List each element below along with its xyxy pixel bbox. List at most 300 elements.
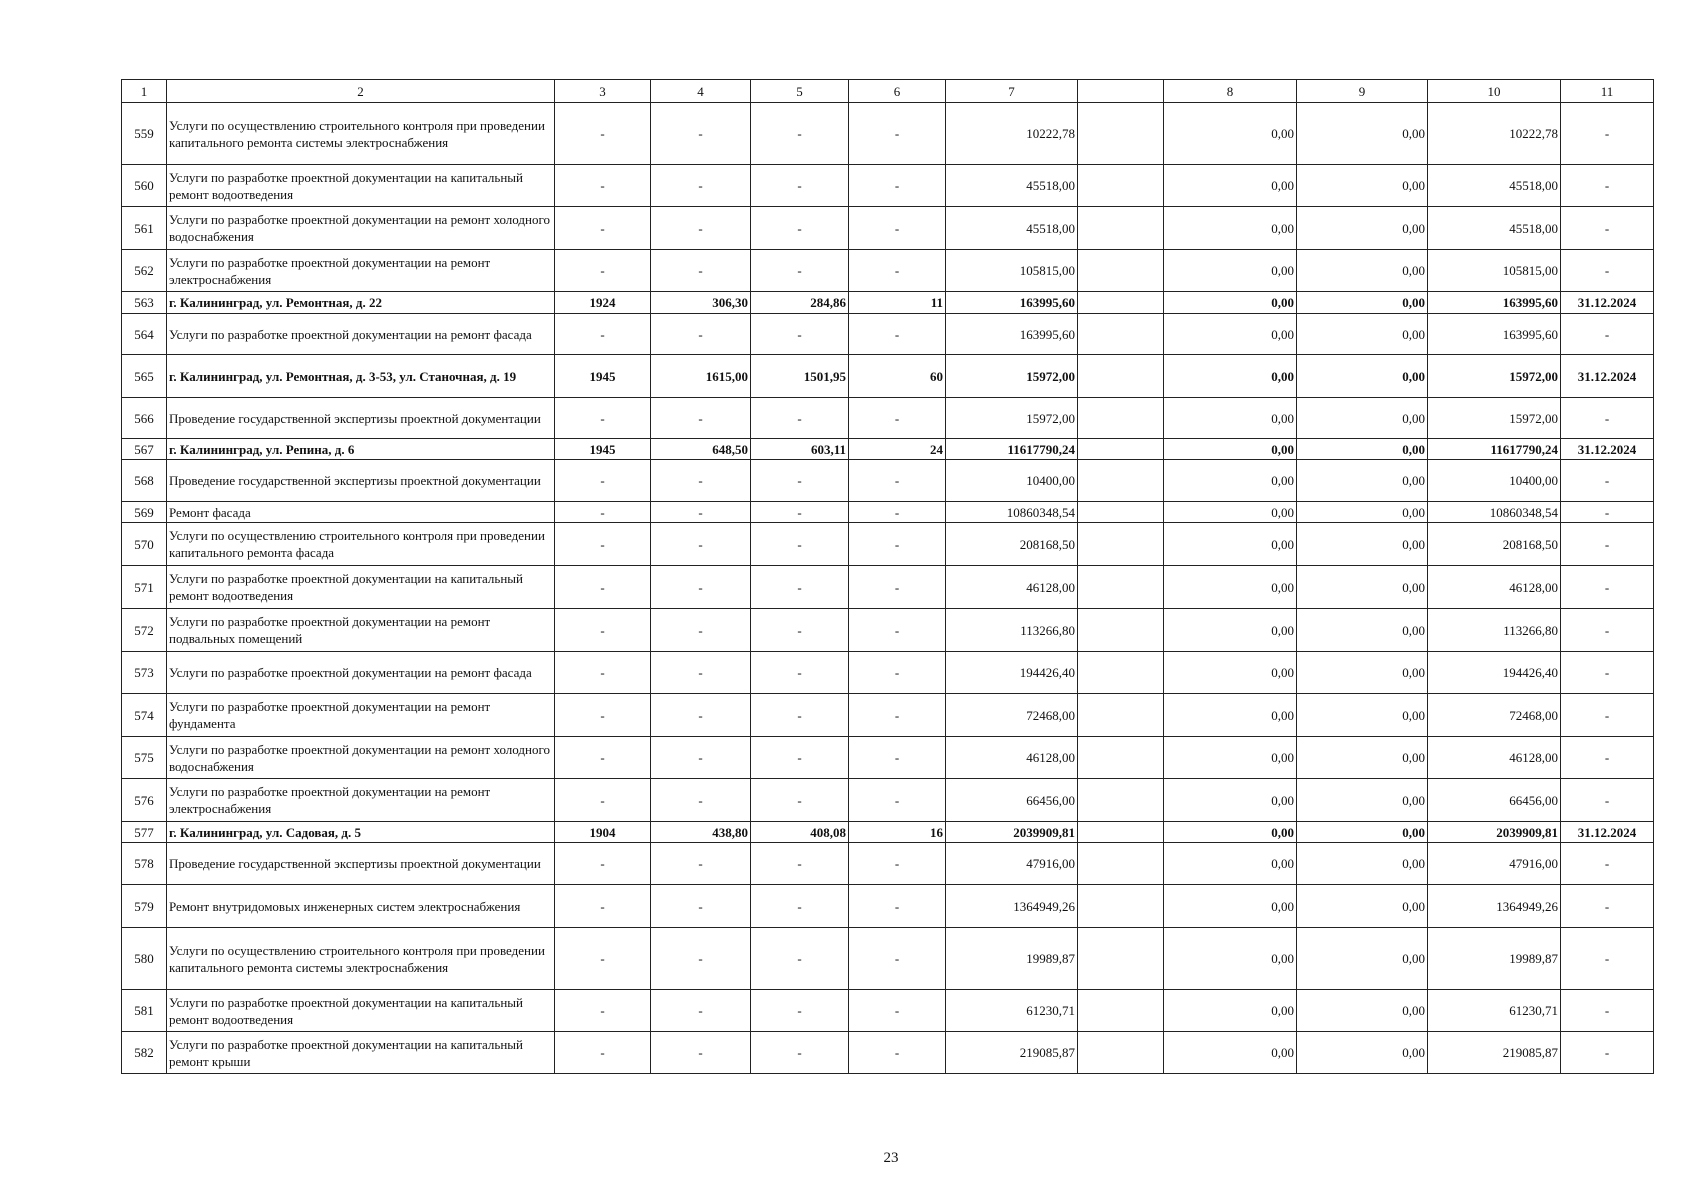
deadline-cell: - [1561,843,1654,885]
living-area-cell: - [751,502,849,523]
table-row [122,439,1654,460]
total-cost-cell: 163995,60 [946,292,1078,314]
build-year-cell: - [555,314,651,355]
row-name-cell: Проведение государственной экспертизы проектной документации [167,843,555,885]
residents-count-cell: - [849,928,946,990]
living-area-cell: - [751,843,849,885]
fund-cost-cell: 0,00 [1164,885,1297,928]
table-row [122,250,1654,292]
living-area-cell: 408,08 [751,822,849,843]
empty-cell [1078,103,1164,165]
deadline-cell: - [1561,1032,1654,1074]
register-body [122,103,1654,1074]
budget-cost-cell: 0,00 [1297,439,1428,460]
budget-cost-cell: 0,00 [1297,652,1428,694]
row-name-cell: Проведение государственной экспертизы проектной документации [167,398,555,439]
total-area-cell: - [651,990,751,1032]
fund-cost-cell: 0,00 [1164,460,1297,502]
row-number-cell: 576 [122,779,167,822]
living-area-cell: - [751,1032,849,1074]
deadline-cell: - [1561,398,1654,439]
total-area-cell: - [651,103,751,165]
budget-cost-cell: 0,00 [1297,207,1428,250]
living-area-cell: - [751,885,849,928]
fund-cost-cell: 0,00 [1164,928,1297,990]
deadline-cell: - [1561,502,1654,523]
table-row [122,779,1654,822]
table-row [122,566,1654,609]
empty-cell [1078,885,1164,928]
residents-count-cell: - [849,314,946,355]
living-area-cell: 284,86 [751,292,849,314]
column-header: 2 [167,80,555,103]
table-row [122,1032,1654,1074]
owner-cost-cell: 11617790,24 [1428,439,1561,460]
build-year-cell: - [555,566,651,609]
row-name-cell: Ремонт фасада [167,502,555,523]
build-year-cell: - [555,1032,651,1074]
deadline-cell: - [1561,314,1654,355]
residents-count-cell: - [849,566,946,609]
fund-cost-cell: 0,00 [1164,843,1297,885]
owner-cost-cell: 19989,87 [1428,928,1561,990]
page-number: 23 [883,1150,899,1166]
total-area-cell: - [651,566,751,609]
fund-cost-cell: 0,00 [1164,355,1297,398]
total-area-cell: - [651,928,751,990]
row-number-cell: 563 [122,292,167,314]
total-cost-cell: 10222,78 [946,103,1078,165]
owner-cost-cell: 72468,00 [1428,694,1561,737]
table-row [122,737,1654,779]
row-name-cell: г. Калининград, ул. Ремонтная, д. 3-53, ул. Станочная, д. 19 [167,355,555,398]
table-row [122,207,1654,250]
living-area-cell: - [751,652,849,694]
empty-cell [1078,355,1164,398]
total-cost-cell: 46128,00 [946,566,1078,609]
empty-cell [1078,694,1164,737]
row-number-cell: 579 [122,885,167,928]
fund-cost-cell: 0,00 [1164,439,1297,460]
residents-count-cell: - [849,523,946,566]
total-cost-cell: 61230,71 [946,990,1078,1032]
budget-cost-cell: 0,00 [1297,843,1428,885]
total-area-cell: 648,50 [651,439,751,460]
build-year-cell: 1945 [555,439,651,460]
owner-cost-cell: 163995,60 [1428,314,1561,355]
row-number-cell: 566 [122,398,167,439]
column-header: 6 [849,80,946,103]
budget-cost-cell: 0,00 [1297,990,1428,1032]
deadline-cell: - [1561,694,1654,737]
owner-cost-cell: 46128,00 [1428,737,1561,779]
table-row [122,928,1654,990]
total-cost-cell: 15972,00 [946,355,1078,398]
living-area-cell: 603,11 [751,439,849,460]
budget-cost-cell: 0,00 [1297,502,1428,523]
table-row [122,843,1654,885]
total-cost-cell: 1364949,26 [946,885,1078,928]
row-name-cell: Услуги по разработке проектной документации на ремонт подвальных помещений [167,609,555,652]
build-year-cell: - [555,250,651,292]
row-number-cell: 580 [122,928,167,990]
build-year-cell: - [555,843,651,885]
owner-cost-cell: 61230,71 [1428,990,1561,1032]
deadline-cell: - [1561,652,1654,694]
residents-count-cell: - [849,460,946,502]
row-name-cell: Проведение государственной экспертизы проектной документации [167,460,555,502]
row-number-cell: 582 [122,1032,167,1074]
total-cost-cell: 2039909,81 [946,822,1078,843]
total-cost-cell: 15972,00 [946,398,1078,439]
fund-cost-cell: 0,00 [1164,103,1297,165]
deadline-cell: 31.12.2024 [1561,439,1654,460]
column-header: 9 [1297,80,1428,103]
fund-cost-cell: 0,00 [1164,822,1297,843]
deadline-cell: 31.12.2024 [1561,822,1654,843]
owner-cost-cell: 46128,00 [1428,566,1561,609]
budget-cost-cell: 0,00 [1297,694,1428,737]
column-header: 7 [946,80,1078,103]
total-cost-cell: 163995,60 [946,314,1078,355]
owner-cost-cell: 194426,40 [1428,652,1561,694]
row-name-cell: Услуги по осуществлению строительного контроля при проведении капитального ремонта системы электроснабжения [167,103,555,165]
residents-count-cell: - [849,737,946,779]
empty-cell [1078,990,1164,1032]
deadline-cell: - [1561,250,1654,292]
column-header: 11 [1561,80,1654,103]
owner-cost-cell: 1364949,26 [1428,885,1561,928]
build-year-cell: - [555,779,651,822]
deadline-cell: - [1561,737,1654,779]
empty-cell [1078,398,1164,439]
empty-cell [1078,502,1164,523]
fund-cost-cell: 0,00 [1164,694,1297,737]
residents-count-cell: - [849,694,946,737]
build-year-cell: - [555,885,651,928]
deadline-cell: 31.12.2024 [1561,355,1654,398]
total-cost-cell: 45518,00 [946,165,1078,207]
row-number-cell: 575 [122,737,167,779]
budget-cost-cell: 0,00 [1297,928,1428,990]
living-area-cell: - [751,737,849,779]
living-area-cell: - [751,694,849,737]
row-name-cell: Услуги по разработке проектной документации на ремонт электроснабжения [167,250,555,292]
row-name-cell: Услуги по осуществлению строительного контроля при проведении капитального ремонта системы электроснабжения [167,928,555,990]
build-year-cell: - [555,523,651,566]
total-cost-cell: 113266,80 [946,609,1078,652]
table-row [122,822,1654,843]
total-cost-cell: 11617790,24 [946,439,1078,460]
column-number-header-row [122,80,1654,103]
column-header: 10 [1428,80,1561,103]
table-row [122,609,1654,652]
column-header: 1 [122,80,167,103]
budget-cost-cell: 0,00 [1297,165,1428,207]
build-year-cell: - [555,460,651,502]
total-cost-cell: 105815,00 [946,250,1078,292]
fund-cost-cell: 0,00 [1164,1032,1297,1074]
living-area-cell: - [751,523,849,566]
owner-cost-cell: 208168,50 [1428,523,1561,566]
owner-cost-cell: 45518,00 [1428,207,1561,250]
residents-count-cell: 11 [849,292,946,314]
empty-cell [1078,523,1164,566]
fund-cost-cell: 0,00 [1164,737,1297,779]
total-area-cell: - [651,1032,751,1074]
table-row [122,990,1654,1032]
residents-count-cell: - [849,250,946,292]
register-sheet [121,79,1653,1074]
total-area-cell: 438,80 [651,822,751,843]
owner-cost-cell: 10400,00 [1428,460,1561,502]
deadline-cell: - [1561,523,1654,566]
row-number-cell: 564 [122,314,167,355]
deadline-cell: - [1561,885,1654,928]
row-name-cell: г. Калининград, ул. Репина, д. 6 [167,439,555,460]
table-row [122,885,1654,928]
row-number-cell: 571 [122,566,167,609]
build-year-cell: - [555,928,651,990]
budget-cost-cell: 0,00 [1297,1032,1428,1074]
row-name-cell: г. Калининград, ул. Ремонтная, д. 22 [167,292,555,314]
total-area-cell: - [651,207,751,250]
budget-cost-cell: 0,00 [1297,737,1428,779]
total-cost-cell: 219085,87 [946,1032,1078,1074]
build-year-cell: - [555,737,651,779]
living-area-cell: - [751,566,849,609]
residents-count-cell: - [849,652,946,694]
table-row [122,165,1654,207]
deadline-cell: 31.12.2024 [1561,292,1654,314]
empty-cell [1078,779,1164,822]
table-row [122,502,1654,523]
empty-cell [1078,1032,1164,1074]
living-area-cell: - [751,460,849,502]
residents-count-cell: - [849,165,946,207]
budget-cost-cell: 0,00 [1297,314,1428,355]
fund-cost-cell: 0,00 [1164,652,1297,694]
total-area-cell: - [651,694,751,737]
empty-cell [1078,292,1164,314]
empty-cell [1078,609,1164,652]
residents-count-cell: - [849,502,946,523]
build-year-cell: - [555,652,651,694]
deadline-cell: - [1561,460,1654,502]
row-name-cell: Услуги по разработке проектной документации на капитальный ремонт крыши [167,1032,555,1074]
total-area-cell: 1615,00 [651,355,751,398]
row-number-cell: 581 [122,990,167,1032]
row-name-cell: Услуги по разработке проектной документации на ремонт фасада [167,314,555,355]
empty-cell [1078,460,1164,502]
table-row [122,314,1654,355]
owner-cost-cell: 47916,00 [1428,843,1561,885]
residents-count-cell: - [849,207,946,250]
deadline-cell: - [1561,165,1654,207]
total-area-cell: - [651,779,751,822]
total-cost-cell: 194426,40 [946,652,1078,694]
residents-count-cell: - [849,103,946,165]
residents-count-cell: - [849,843,946,885]
empty-cell [1078,843,1164,885]
budget-cost-cell: 0,00 [1297,292,1428,314]
budget-cost-cell: 0,00 [1297,885,1428,928]
row-name-cell: Услуги по разработке проектной документации на ремонт фундамента [167,694,555,737]
row-name-cell: г. Калининград, ул. Садовая, д. 5 [167,822,555,843]
residents-count-cell: 60 [849,355,946,398]
empty-cell [1078,439,1164,460]
column-header: 5 [751,80,849,103]
fund-cost-cell: 0,00 [1164,502,1297,523]
row-number-cell: 578 [122,843,167,885]
build-year-cell: - [555,207,651,250]
total-area-cell: - [651,165,751,207]
total-cost-cell: 72468,00 [946,694,1078,737]
table-row [122,355,1654,398]
row-number-cell: 567 [122,439,167,460]
total-cost-cell: 47916,00 [946,843,1078,885]
living-area-cell: - [751,103,849,165]
living-area-cell: - [751,314,849,355]
budget-cost-cell: 0,00 [1297,609,1428,652]
budget-cost-cell: 0,00 [1297,779,1428,822]
build-year-cell: - [555,694,651,737]
table-row [122,523,1654,566]
owner-cost-cell: 2039909,81 [1428,822,1561,843]
table-row [122,103,1654,165]
budget-cost-cell: 0,00 [1297,523,1428,566]
owner-cost-cell: 219085,87 [1428,1032,1561,1074]
row-number-cell: 577 [122,822,167,843]
residents-count-cell: 16 [849,822,946,843]
budget-cost-cell: 0,00 [1297,250,1428,292]
row-number-cell: 569 [122,502,167,523]
build-year-cell: - [555,609,651,652]
empty-cell [1078,652,1164,694]
total-area-cell: - [651,250,751,292]
register-table [121,79,1654,1074]
residents-count-cell: - [849,779,946,822]
table-row [122,694,1654,737]
empty-cell [1078,737,1164,779]
total-area-cell: - [651,398,751,439]
total-area-cell: 306,30 [651,292,751,314]
living-area-cell: - [751,928,849,990]
row-name-cell: Услуги по разработке проектной документации на ремонт холодного водоснабжения [167,207,555,250]
row-number-cell: 572 [122,609,167,652]
residents-count-cell: - [849,609,946,652]
fund-cost-cell: 0,00 [1164,990,1297,1032]
living-area-cell: - [751,779,849,822]
fund-cost-cell: 0,00 [1164,779,1297,822]
fund-cost-cell: 0,00 [1164,250,1297,292]
total-cost-cell: 46128,00 [946,737,1078,779]
fund-cost-cell: 0,00 [1164,609,1297,652]
total-area-cell: - [651,523,751,566]
row-name-cell: Услуги по осуществлению строительного контроля при проведении капитального ремонта фасада [167,523,555,566]
deadline-cell: - [1561,103,1654,165]
row-number-cell: 561 [122,207,167,250]
row-number-cell: 574 [122,694,167,737]
row-number-cell: 568 [122,460,167,502]
owner-cost-cell: 45518,00 [1428,165,1561,207]
empty-cell [1078,165,1164,207]
owner-cost-cell: 15972,00 [1428,355,1561,398]
fund-cost-cell: 0,00 [1164,165,1297,207]
deadline-cell: - [1561,990,1654,1032]
deadline-cell: - [1561,779,1654,822]
deadline-cell: - [1561,609,1654,652]
total-area-cell: - [651,460,751,502]
owner-cost-cell: 10222,78 [1428,103,1561,165]
budget-cost-cell: 0,00 [1297,460,1428,502]
owner-cost-cell: 66456,00 [1428,779,1561,822]
budget-cost-cell: 0,00 [1297,566,1428,609]
fund-cost-cell: 0,00 [1164,292,1297,314]
residents-count-cell: - [849,398,946,439]
owner-cost-cell: 105815,00 [1428,250,1561,292]
row-number-cell: 562 [122,250,167,292]
deadline-cell: - [1561,207,1654,250]
fund-cost-cell: 0,00 [1164,566,1297,609]
budget-cost-cell: 0,00 [1297,398,1428,439]
living-area-cell: - [751,250,849,292]
empty-cell [1078,822,1164,843]
budget-cost-cell: 0,00 [1297,822,1428,843]
row-number-cell: 560 [122,165,167,207]
table-row [122,652,1654,694]
fund-cost-cell: 0,00 [1164,314,1297,355]
owner-cost-cell: 163995,60 [1428,292,1561,314]
total-cost-cell: 208168,50 [946,523,1078,566]
living-area-cell: - [751,207,849,250]
column-header: 4 [651,80,751,103]
build-year-cell: - [555,398,651,439]
total-cost-cell: 10860348,54 [946,502,1078,523]
build-year-cell: - [555,165,651,207]
table-row [122,292,1654,314]
living-area-cell: 1501,95 [751,355,849,398]
total-area-cell: - [651,843,751,885]
total-cost-cell: 10400,00 [946,460,1078,502]
column-header: 8 [1164,80,1297,103]
deadline-cell: - [1561,928,1654,990]
total-area-cell: - [651,737,751,779]
residents-count-cell: - [849,885,946,928]
table-row [122,460,1654,502]
total-cost-cell: 66456,00 [946,779,1078,822]
total-cost-cell: 45518,00 [946,207,1078,250]
owner-cost-cell: 10860348,54 [1428,502,1561,523]
row-name-cell: Услуги по разработке проектной документации на ремонт холодного водоснабжения [167,737,555,779]
build-year-cell: 1924 [555,292,651,314]
total-area-cell: - [651,314,751,355]
residents-count-cell: - [849,1032,946,1074]
residents-count-cell: - [849,990,946,1032]
residents-count-cell: 24 [849,439,946,460]
living-area-cell: - [751,990,849,1032]
total-area-cell: - [651,502,751,523]
living-area-cell: - [751,165,849,207]
row-name-cell: Услуги по разработке проектной документации на ремонт электроснабжения [167,779,555,822]
column-header: 3 [555,80,651,103]
build-year-cell: - [555,103,651,165]
build-year-cell: 1904 [555,822,651,843]
empty-cell [1078,250,1164,292]
row-number-cell: 559 [122,103,167,165]
empty-cell [1078,566,1164,609]
owner-cost-cell: 113266,80 [1428,609,1561,652]
